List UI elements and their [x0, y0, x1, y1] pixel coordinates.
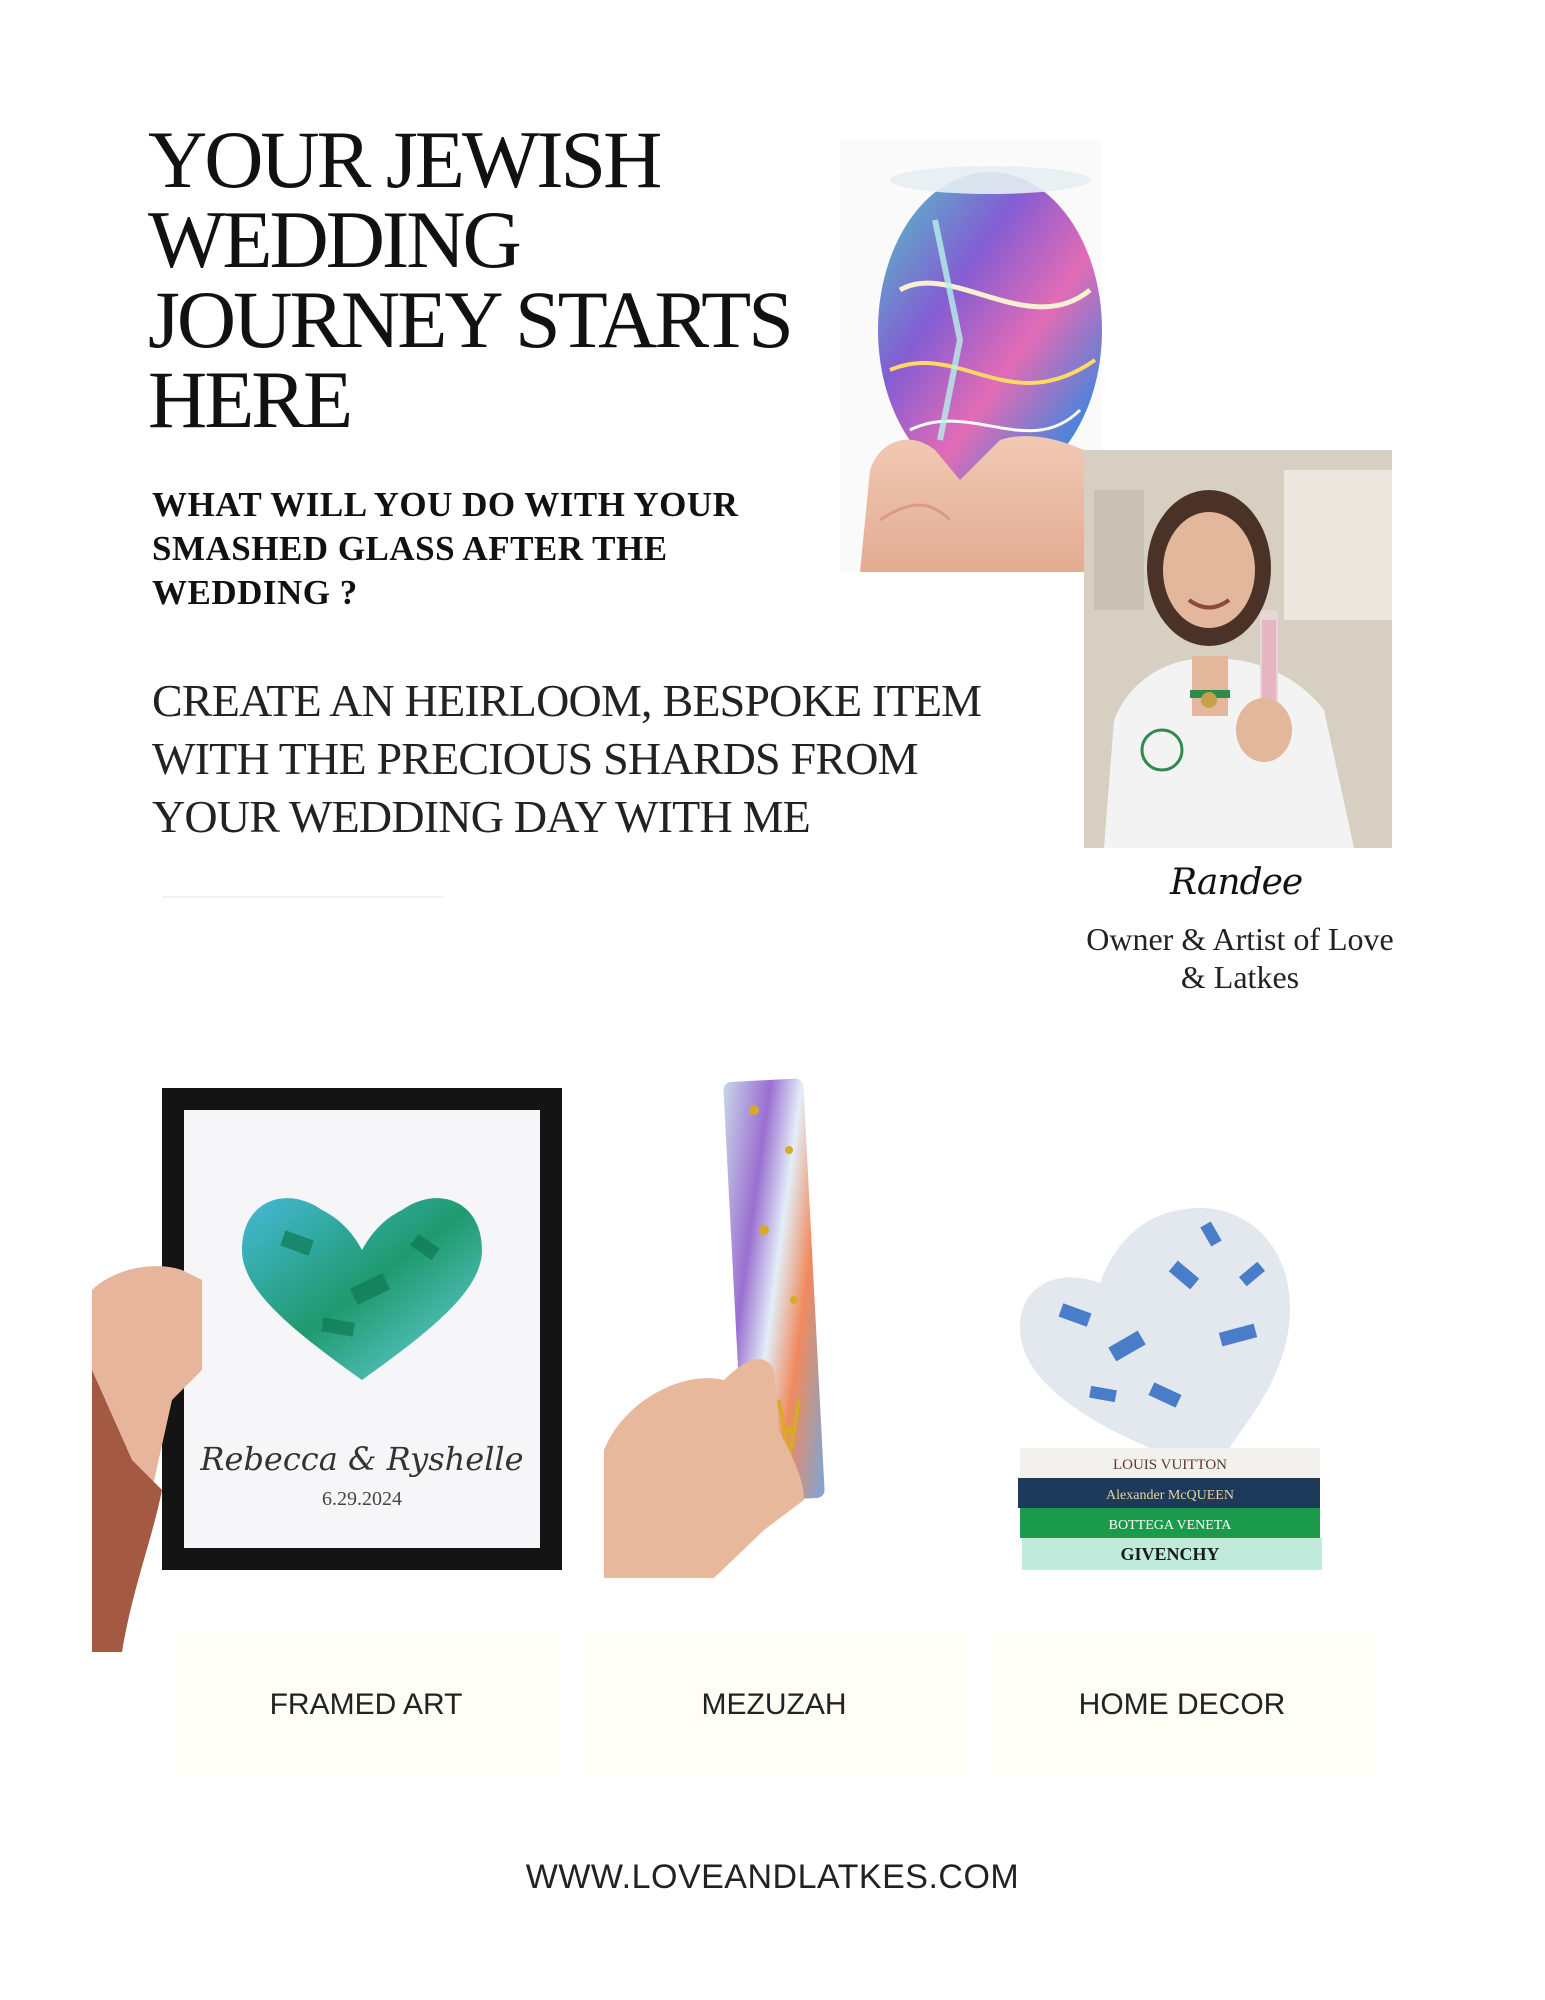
book-title: Alexander McQUEEN	[1106, 1488, 1234, 1503]
frame-date: 6.29.2024	[322, 1488, 402, 1510]
book-title: BOTTEGA VENETA	[1108, 1518, 1232, 1533]
lead-line: WITH THE PRECIOUS SHARDS FROM	[152, 733, 918, 784]
artist-caption	[1070, 920, 1410, 996]
frame-names: Rebecca & Ryshelle	[200, 1440, 524, 1478]
page-title-line: HERE	[148, 354, 351, 445]
subtitle-line: SMASHED GLASS AFTER THE	[152, 529, 668, 568]
page-title-line: WEDDING	[148, 194, 519, 285]
home-decor-photo	[1000, 1188, 1340, 1584]
artist-signature: Randee	[1170, 862, 1303, 903]
lead-line: CREATE AN HEIRLOOM, BESPOKE ITEM	[152, 675, 982, 726]
home-decor-label[interactable]	[990, 1634, 1374, 1776]
lead-line: YOUR WEDDING DAY WITH ME	[152, 791, 810, 842]
artist-caption-line: & Latkes	[1180, 959, 1300, 995]
subtitle-line: WHAT WILL YOU DO WITH YOUR	[152, 485, 739, 524]
glass-illustration	[840, 140, 1102, 572]
subtitle-line: WEDDING ?	[152, 573, 358, 612]
website-url-link[interactable]: WWW.LOVEANDLATKES.COM	[525, 1858, 1020, 1896]
subtitle	[152, 483, 832, 615]
framed-art-illustration	[92, 1070, 572, 1652]
mezuzah-illustration	[604, 1070, 904, 1578]
mezuzah-label-text: MEZUZAH	[701, 1688, 847, 1721]
framed-art-label[interactable]	[174, 1634, 558, 1776]
page-title	[148, 114, 828, 445]
smashed-glass-photo	[840, 140, 1102, 572]
home-decor-label-text: HOME DECOR	[1078, 1688, 1286, 1721]
framed-art-label-text: FRAMED ART	[269, 1688, 463, 1721]
divider	[162, 896, 444, 898]
page-title-line: JOURNEY STARTS	[148, 274, 791, 365]
book-title: LOUIS VUITTON	[1112, 1457, 1228, 1473]
artist-caption-line: Owner & Artist of Love	[1086, 921, 1394, 957]
artist-portrait-photo	[1084, 450, 1392, 848]
mezuzah-photo	[604, 1070, 904, 1578]
framed-art-photo	[92, 1070, 572, 1652]
lead-paragraph	[152, 672, 1072, 846]
mezuzah-label[interactable]	[582, 1634, 966, 1776]
book-title: GIVENCHY	[1120, 1544, 1220, 1564]
page-title-line: YOUR JEWISH	[148, 114, 660, 205]
home-decor-illustration	[1000, 1188, 1340, 1584]
portrait-illustration	[1084, 450, 1392, 848]
